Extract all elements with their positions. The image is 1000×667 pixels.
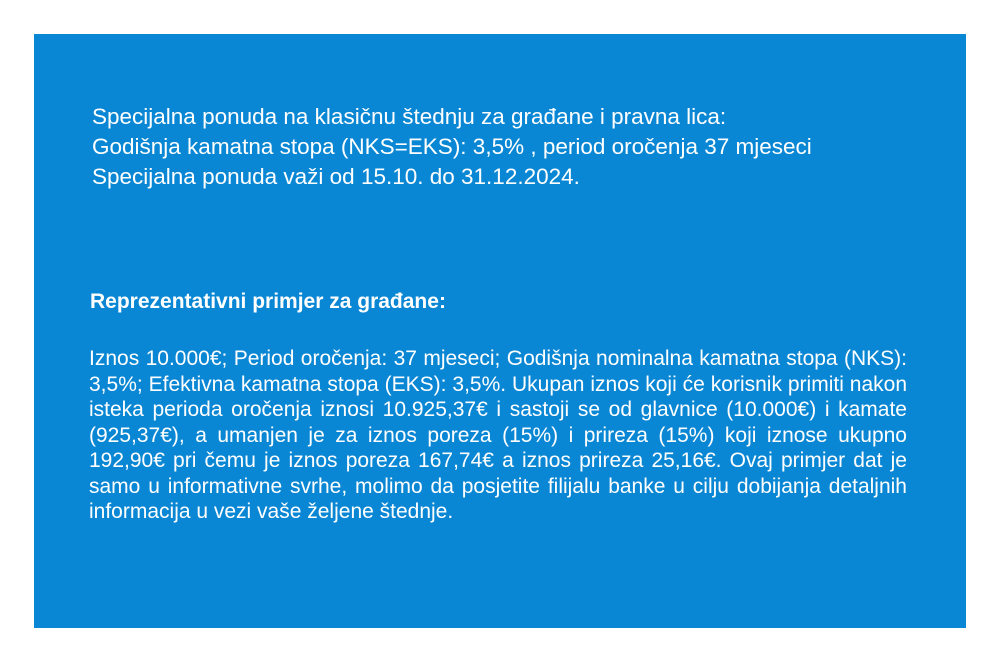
example-heading: Reprezentativni primjer za građane: xyxy=(90,290,446,313)
info-panel xyxy=(34,34,966,628)
offer-interest-rate: Godišnja kamatna stopa (NKS=EKS): 3,5% , period oročenja 37 mjeseci xyxy=(92,134,812,159)
example-paragraph: Iznos 10.000€; Period oročenja: 37 mjeseci; Godišnja nominalna kamatna stopa (NKS): 3,5%; Efektivna kamatna stopa (EKS): 3,5%. Ukupan iznos koji će korisnik primiti nakon isteka perioda oročenja iznosi 10.925,37€ i sastoji se od glavnice (10.000€) i kamate (925,37€), a umanjen je za iznos poreza (15%) i prireza (15%) koji iznose ukupno 192,90€ pri čemu je iznos poreza 167,74€ a iznos prireza 25,16€. Ovaj primjer dat je samo u informativne svrhe, molimo da posjetite filijalu banke u cilju dobijanja detaljnih informacija u vezi vaše željene štednje. xyxy=(89,347,907,523)
offer-validity: Specijalna ponuda važi od 15.10. do 31.12.2024. xyxy=(92,164,580,189)
special-offer-block xyxy=(92,102,952,192)
offer-headline: Specijalna ponuda na klasičnu štednju za građane i pravna lica: xyxy=(92,104,727,129)
